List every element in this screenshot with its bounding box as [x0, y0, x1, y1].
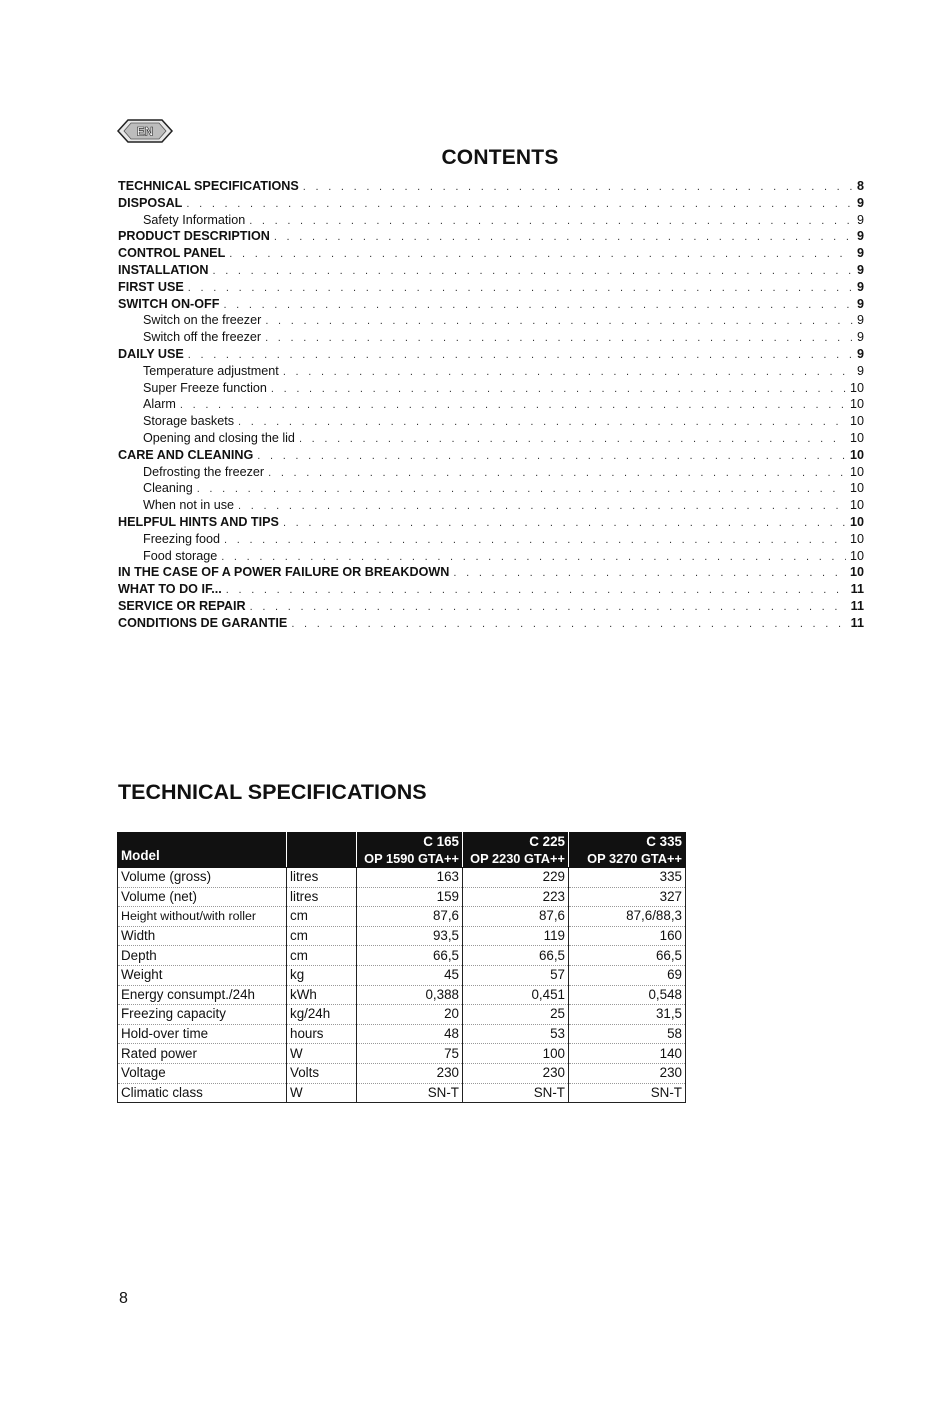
spec-row-label: Volume (net)	[118, 887, 287, 907]
model-col-3-top: C 335	[646, 834, 682, 849]
spec-row-unit: kg	[287, 965, 357, 985]
toc-entry-label: Temperature adjustment	[143, 363, 279, 378]
language-badge-text: EN	[136, 124, 154, 139]
toc-entry-label: Storage baskets	[143, 414, 235, 429]
spec-value: SN-T	[569, 1083, 686, 1103]
spec-value: 25	[463, 1005, 569, 1025]
toc-leader-dots	[291, 616, 846, 632]
contents-title: CONTENTS	[441, 146, 559, 169]
toc-entry-page: 9	[856, 363, 864, 378]
toc-entry	[118, 245, 864, 262]
spec-value: 48	[357, 1024, 463, 1044]
spec-value: 53	[463, 1024, 569, 1044]
spec-value: 230	[463, 1063, 569, 1083]
toc-entry	[118, 363, 864, 380]
toc-entry-label: CONTROL PANEL	[118, 246, 226, 261]
toc-entry-page: 9	[856, 229, 864, 244]
toc-entry	[118, 228, 864, 245]
toc-entry	[118, 413, 864, 430]
spec-value: 229	[463, 868, 569, 888]
model-col-1-bottom: OP 1590 GTA++	[364, 851, 459, 866]
toc-entry-page: 10	[849, 565, 864, 580]
toc-entry	[118, 430, 864, 447]
toc-entry-label: DAILY USE	[118, 346, 184, 361]
toc-entry-page: 11	[850, 615, 864, 630]
toc-entry-page: 10	[849, 380, 864, 395]
toc-entry	[118, 279, 864, 296]
spec-row-unit: hours	[287, 1024, 357, 1044]
toc-entry	[118, 615, 864, 632]
toc-leader-dots	[271, 381, 846, 397]
spec-value: 66,5	[463, 946, 569, 966]
toc-entry	[118, 212, 864, 229]
model-col-3	[569, 833, 686, 868]
toc-entry-label: Switch off the freezer	[143, 330, 262, 345]
spec-value: 57	[463, 965, 569, 985]
model-col-1	[357, 833, 463, 868]
spec-row-unit: W	[287, 1044, 357, 1064]
toc-entry-label: FIRST USE	[118, 279, 184, 294]
model-col-1-top: C 165	[423, 834, 459, 849]
toc-entry	[118, 195, 864, 212]
spec-value: 87,6	[357, 907, 463, 927]
toc-entry-label: Switch on the freezer	[143, 313, 262, 328]
toc-entry	[118, 464, 864, 481]
spec-row	[118, 887, 686, 907]
toc-entry	[118, 497, 864, 514]
spec-row-label: Height without/with roller	[118, 907, 287, 927]
toc-entry-page: 9	[856, 262, 864, 277]
toc-entry-label: IN THE CASE OF A POWER FAILURE OR BREAKDOWN	[118, 565, 450, 580]
model-col-2-bottom: OP 2230 GTA++	[470, 851, 565, 866]
toc-entry	[118, 581, 864, 598]
toc-entry-page: 9	[856, 195, 864, 210]
spec-value: 69	[569, 965, 686, 985]
toc-entry	[118, 548, 864, 565]
toc-entry-label: HELPFUL HINTS AND TIPS	[118, 514, 279, 529]
toc-leader-dots	[299, 431, 846, 447]
toc-leader-dots	[229, 246, 853, 262]
toc-entry-label: TECHNICAL SPECIFICATIONS	[118, 179, 299, 193]
spec-value: 230	[357, 1063, 463, 1083]
toc-entry	[118, 514, 864, 531]
toc-entry	[118, 480, 864, 497]
toc-entry-page: 10	[849, 498, 864, 513]
spec-row-unit: cm	[287, 926, 357, 946]
toc-entry-label: Defrosting the freezer	[143, 464, 265, 479]
toc-leader-dots	[265, 330, 853, 346]
unit-header	[287, 833, 357, 868]
toc-leader-dots	[249, 213, 853, 229]
toc-entry-page: 11	[850, 582, 864, 597]
spec-value: 119	[463, 926, 569, 946]
spec-value: 75	[357, 1044, 463, 1064]
spec-value: 45	[357, 965, 463, 985]
spec-row-label: Hold-over time	[118, 1024, 287, 1044]
spec-row	[118, 985, 686, 1005]
spec-row-unit: Volts	[287, 1063, 357, 1083]
spec-value: 0,548	[569, 985, 686, 1005]
spec-row-label: Climatic class	[118, 1083, 287, 1103]
spec-title: TECHNICAL SPECIFICATIONS	[118, 780, 427, 804]
toc-entry	[118, 178, 864, 195]
toc-entry	[118, 380, 864, 397]
toc-entry	[118, 312, 864, 329]
spec-value: 31,5	[569, 1005, 686, 1025]
toc-leader-dots	[283, 364, 853, 380]
spec-row-label: Freezing capacity	[118, 1005, 287, 1025]
model-col-2	[463, 833, 569, 868]
toc-entry-page: 10	[849, 464, 864, 479]
toc-entry-page: 10	[849, 397, 864, 412]
spec-value: 335	[569, 868, 686, 888]
toc-entry-page: 11	[850, 598, 864, 613]
toc-entry	[118, 296, 864, 313]
toc-entry-label: SERVICE OR REPAIR	[118, 598, 246, 613]
toc-entry	[118, 329, 864, 346]
spec-row-unit: kWh	[287, 985, 357, 1005]
spec-row	[118, 965, 686, 985]
toc-leader-dots	[180, 397, 846, 413]
toc-leader-dots	[212, 263, 853, 279]
spec-row	[118, 1063, 686, 1083]
toc-entry-label: Cleaning	[143, 481, 193, 496]
spec-value: 66,5	[569, 946, 686, 966]
spec-value: 159	[357, 887, 463, 907]
toc-entry-label: Food storage	[143, 548, 218, 563]
page-number: 8	[119, 1290, 128, 1307]
toc-entry	[118, 346, 864, 363]
toc-entry	[118, 447, 864, 464]
spec-value: 20	[357, 1005, 463, 1025]
toc-leader-dots	[250, 599, 847, 615]
spec-row-label: Weight	[118, 965, 287, 985]
spec-row-unit: cm	[287, 946, 357, 966]
toc-entry-label: Opening and closing the lid	[143, 430, 295, 445]
toc-entry-label: Alarm	[143, 397, 176, 412]
model-header: Model	[118, 833, 287, 868]
spec-row	[118, 1083, 686, 1103]
spec-row	[118, 868, 686, 888]
model-col-3-bottom: OP 3270 GTA++	[587, 851, 682, 866]
toc-entry	[118, 598, 864, 615]
toc-entry-page: 9	[856, 212, 864, 227]
toc-leader-dots	[188, 280, 853, 296]
toc-entry-page: 9	[856, 330, 864, 345]
spec-row	[118, 946, 686, 966]
toc-leader-dots	[188, 347, 853, 363]
spec-value: SN-T	[463, 1083, 569, 1103]
spec-row-label: Voltage	[118, 1063, 287, 1083]
spec-value: 87,6/88,3	[569, 907, 686, 927]
toc-leader-dots	[238, 414, 846, 430]
toc-leader-dots	[265, 313, 853, 329]
spec-value: 93,5	[357, 926, 463, 946]
toc-entry-page: 10	[849, 430, 864, 445]
spec-value: 140	[569, 1044, 686, 1064]
spec-row	[118, 907, 686, 927]
toc-leader-dots	[303, 179, 853, 195]
spec-value: 223	[463, 887, 569, 907]
spec-value: 163	[357, 868, 463, 888]
toc-entry-label: When not in use	[143, 498, 235, 513]
toc-entry-page: 10	[849, 548, 864, 563]
toc-entry-page: 9	[856, 246, 864, 261]
spec-row	[118, 926, 686, 946]
spec-header-row	[118, 833, 686, 868]
toc-leader-dots	[274, 229, 853, 245]
toc-leader-dots	[238, 498, 846, 514]
toc-entry	[118, 564, 864, 581]
spec-value: 58	[569, 1024, 686, 1044]
toc-entry-page: 9	[856, 296, 864, 311]
spec-row	[118, 1005, 686, 1025]
spec-row-label: Energy consumpt./24h	[118, 985, 287, 1005]
table-of-contents	[118, 178, 864, 632]
spec-value: 160	[569, 926, 686, 946]
toc-leader-dots	[257, 448, 846, 464]
toc-entry-page: 8	[856, 179, 864, 193]
spec-value: 0,388	[357, 985, 463, 1005]
spec-value: 87,6	[463, 907, 569, 927]
spec-row-label: Depth	[118, 946, 287, 966]
spec-row-label: Width	[118, 926, 287, 946]
spec-row-unit: litres	[287, 868, 357, 888]
spec-value: 230	[569, 1063, 686, 1083]
toc-leader-dots	[221, 549, 846, 565]
toc-leader-dots	[283, 515, 846, 531]
toc-entry-page: 10	[849, 414, 864, 429]
toc-entry-label: CARE AND CLEANING	[118, 447, 254, 462]
toc-entry-label: Super Freeze function	[143, 380, 267, 395]
spec-row-unit: W	[287, 1083, 357, 1103]
toc-entry-page: 10	[849, 447, 864, 462]
spec-row	[118, 1024, 686, 1044]
toc-leader-dots	[224, 532, 846, 548]
toc-entry-page: 10	[849, 514, 864, 529]
spec-table	[117, 832, 686, 1103]
toc-entry	[118, 262, 864, 279]
toc-leader-dots	[186, 196, 853, 212]
toc-entry-label: CONDITIONS DE GARANTIE	[118, 615, 288, 630]
toc-entry-page: 9	[856, 279, 864, 294]
spec-value: 100	[463, 1044, 569, 1064]
toc-entry-label: Freezing food	[143, 531, 221, 546]
model-col-2-top: C 225	[529, 834, 565, 849]
spec-row-unit: kg/24h	[287, 1005, 357, 1025]
toc-entry	[118, 396, 864, 413]
toc-entry	[118, 531, 864, 548]
language-badge-icon	[116, 118, 174, 144]
spec-value: 0,451	[463, 985, 569, 1005]
toc-leader-dots	[223, 297, 853, 313]
spec-row-unit: cm	[287, 907, 357, 927]
spec-value: 66,5	[357, 946, 463, 966]
toc-entry-page: 10	[849, 531, 864, 546]
toc-entry-page: 9	[856, 346, 864, 361]
toc-entry-page: 10	[849, 481, 864, 496]
spec-row	[118, 1044, 686, 1064]
toc-leader-dots	[453, 565, 846, 581]
toc-entry-label: WHAT TO DO IF...	[118, 582, 222, 597]
toc-leader-dots	[197, 481, 846, 497]
spec-row-unit: litres	[287, 887, 357, 907]
toc-entry-label: INSTALLATION	[118, 262, 209, 277]
toc-entry-label: SWITCH ON-OFF	[118, 296, 220, 311]
toc-entry-label: Safety Information	[143, 212, 246, 227]
toc-leader-dots	[268, 465, 846, 481]
toc-leader-dots	[226, 582, 847, 598]
spec-row-label: Volume (gross)	[118, 868, 287, 888]
spec-value: SN-T	[357, 1083, 463, 1103]
toc-entry-label: PRODUCT DESCRIPTION	[118, 229, 270, 244]
toc-entry-label: DISPOSAL	[118, 195, 183, 210]
spec-value: 327	[569, 887, 686, 907]
toc-entry-page: 9	[856, 313, 864, 328]
spec-row-label: Rated power	[118, 1044, 287, 1064]
